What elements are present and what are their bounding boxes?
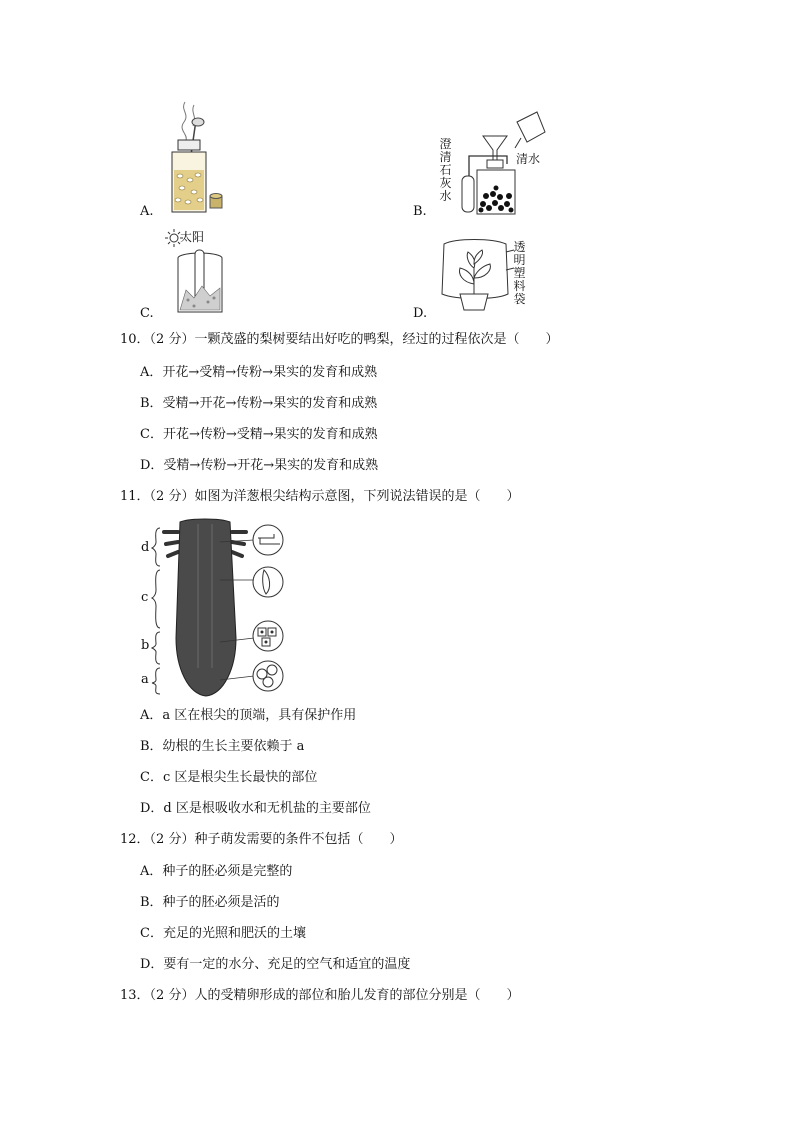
q11-option-b[interactable]: B．幼根的生长主要依赖于 a	[140, 739, 305, 754]
question-11-stem: 11．（2 分）如图为洋葱根尖结构示意图，下列说法错误的是（ ）	[120, 489, 520, 504]
option-a-letter: A.	[140, 204, 154, 219]
q12-option-a[interactable]: A．种子的胚必须是完整的	[140, 864, 293, 879]
q12-option-b[interactable]: B．种子的胚必须是活的	[140, 895, 280, 910]
q10-option-b[interactable]: B．受精→开花→传粉→果实的发育和成熟	[140, 396, 378, 411]
root-zone-label-c: c	[141, 590, 149, 605]
germinating-seeds-limewater-illustration	[455, 108, 550, 218]
root-zone-label-a: a	[141, 672, 149, 687]
q11-option-a[interactable]: A．a 区在根尖的顶端，具有保护作用	[140, 708, 357, 723]
option-b-letter: B.	[413, 204, 427, 219]
q10-option-d[interactable]: D．受精→传粉→开花→果实的发育和成熟	[140, 458, 379, 473]
q12-option-c[interactable]: C．充足的光照和肥沃的土壤	[140, 926, 306, 941]
sun-beaker-illustration	[164, 228, 234, 318]
plant-in-bag-illustration	[436, 238, 516, 318]
water-label: 清水	[516, 152, 541, 166]
sun-label: 太阳	[180, 230, 205, 244]
onion-root-tip-diagram	[150, 518, 300, 698]
limewater-label: 澄清石灰水	[439, 137, 452, 203]
root-zone-label-b: b	[141, 638, 150, 653]
question-12-stem: 12．（2 分）种子萌发需要的条件不包括（ ）	[120, 832, 403, 847]
q10-option-a[interactable]: A．开花→受精→传粉→果实的发育和成熟	[140, 365, 378, 380]
option-c-letter: C.	[140, 306, 154, 321]
transparent-bag-label: 透明塑料袋	[513, 240, 526, 306]
q11-option-c[interactable]: C．c 区是根尖生长最快的部位	[140, 770, 318, 785]
question-13-stem: 13．（2 分）人的受精卵形成的部位和胎儿发育的部位分别是（ ）	[120, 988, 520, 1003]
q10-option-c[interactable]: C．开花→传粉→受精→果实的发育和成熟	[140, 427, 378, 442]
jar-seeds-candle-illustration	[160, 100, 230, 220]
question-10-stem: 10．（2 分）一颗茂盛的梨树要结出好吃的鸭梨，经过的过程依次是（ ）	[120, 332, 559, 347]
root-zone-label-d: d	[141, 540, 150, 555]
q12-option-d[interactable]: D．要有一定的水分、充足的空气和适宜的温度	[140, 957, 411, 972]
q11-option-d[interactable]: D．d 区是根吸收水和无机盐的主要部位	[140, 801, 371, 816]
option-d-letter: D.	[413, 306, 428, 321]
